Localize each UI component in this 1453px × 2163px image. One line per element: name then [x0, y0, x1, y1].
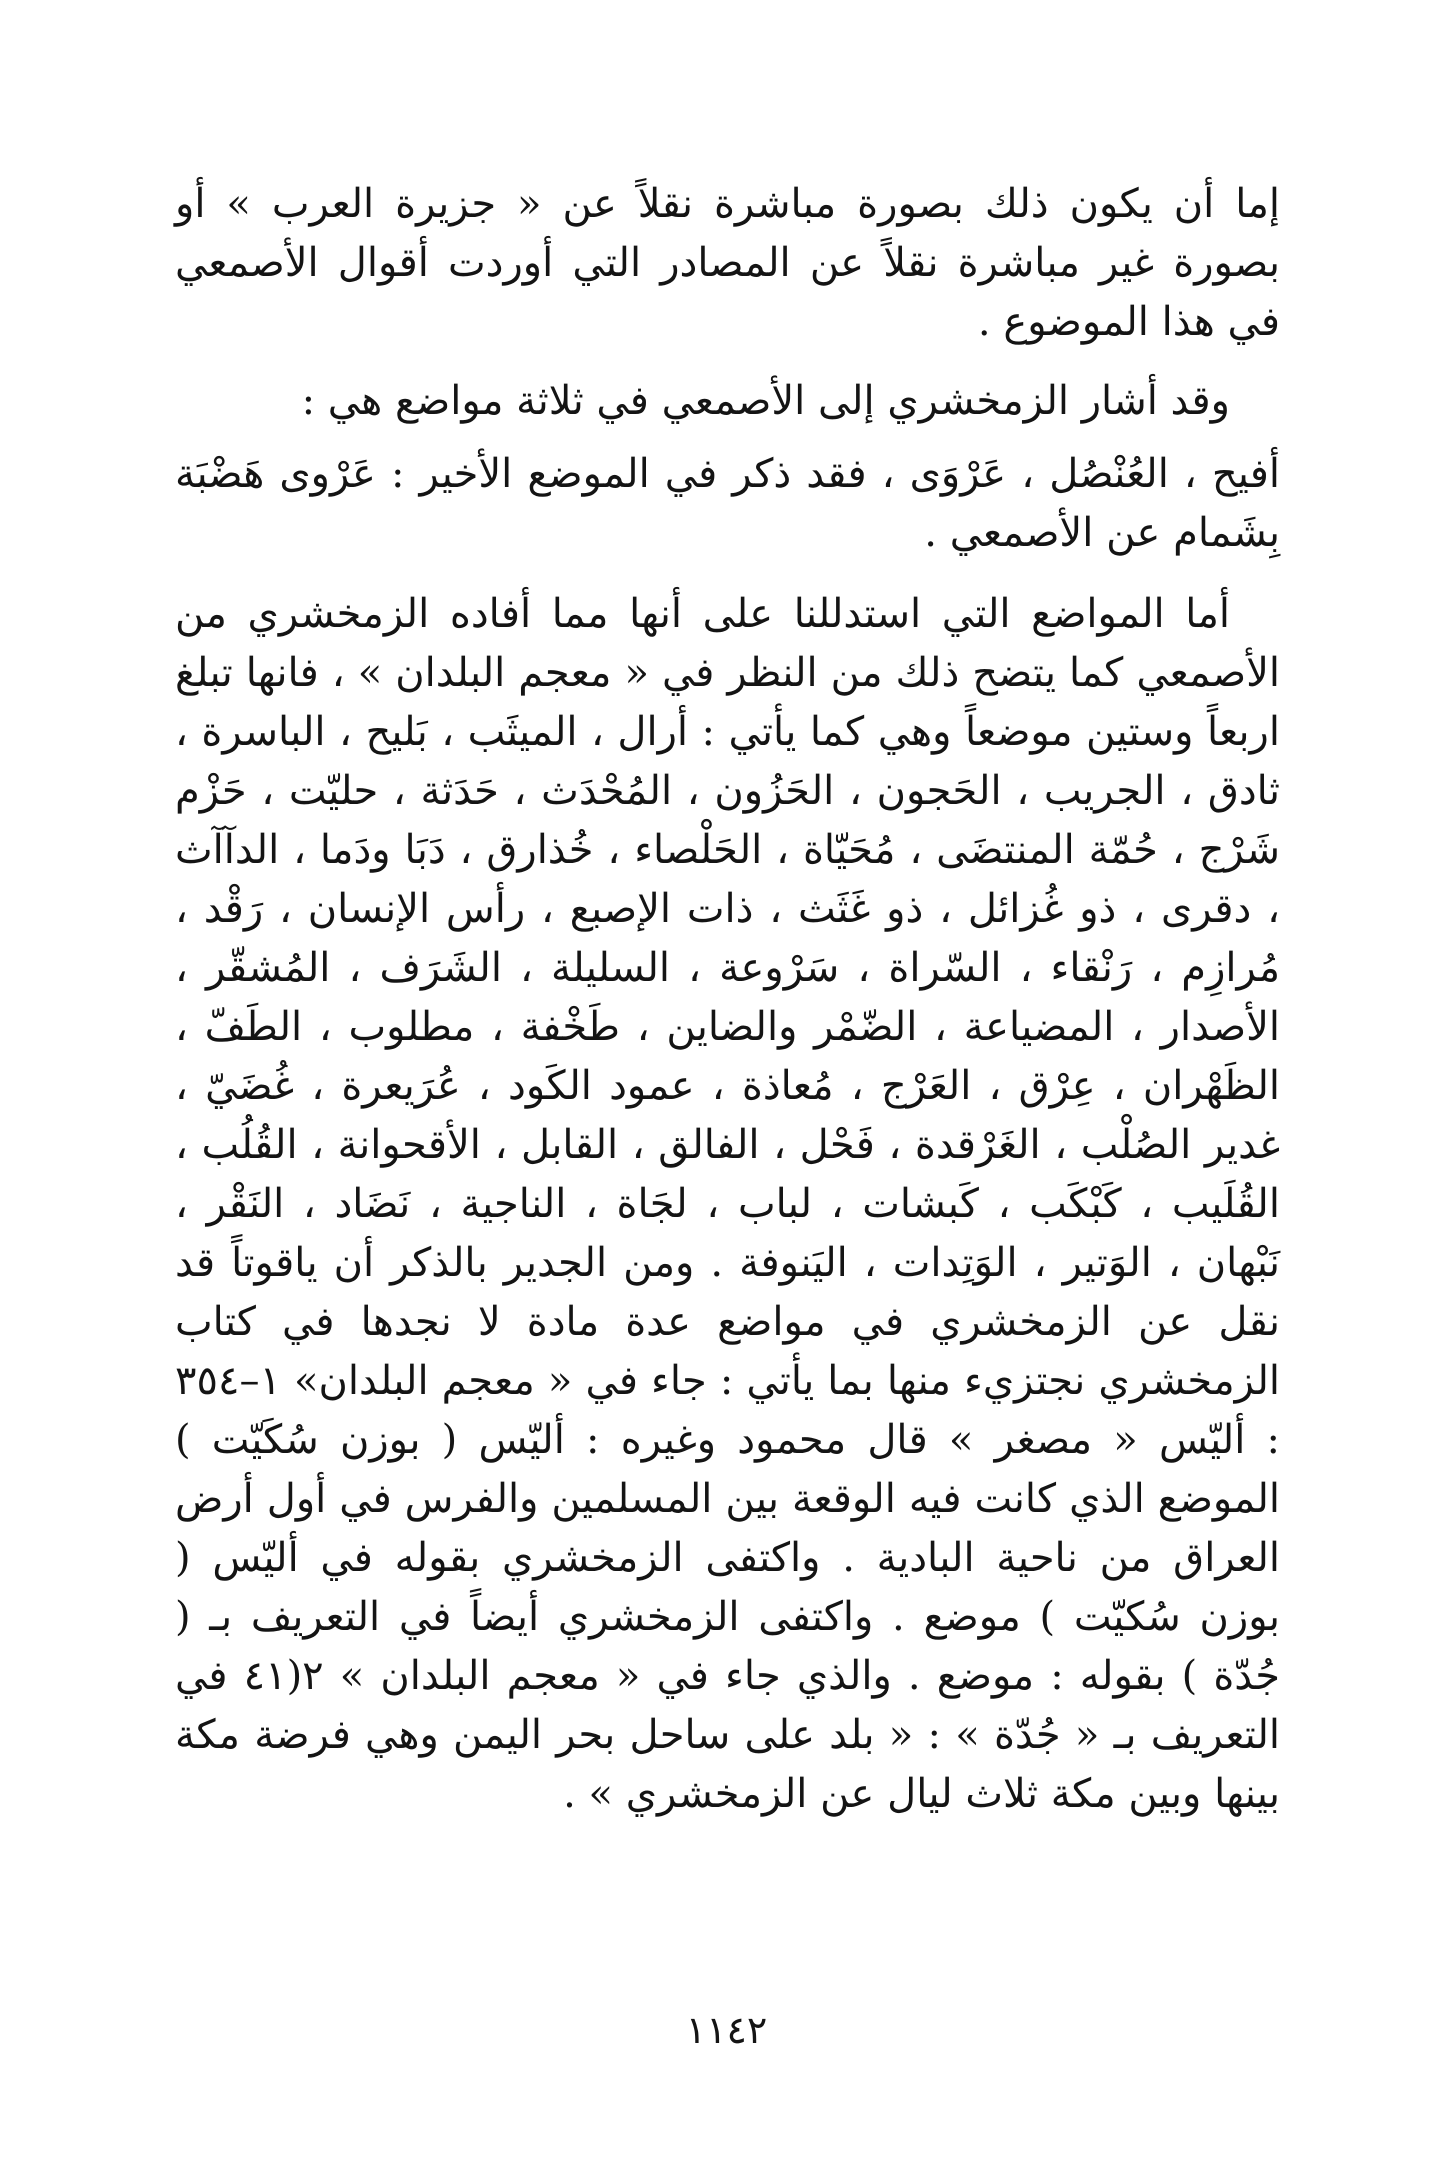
- paragraph-sixty-four-places: أما المواضع التي استدللنا على أنها مما أفاده الزمخشري من الأصمعي كما يتضح ذلك من النظر في « معجم البلدان » ، فانها تبلغ اربعاً وستين موضعاً وهي كما يأتي : أرال ، الميثَب ، بَليح ، الباسرة ، ثادق ، الجريب ، الحَجون ، الحَزُون ، المُحْدَث ، حَدَثة ، حليّت ، حَزْم شَرْج ، حُمّة المنتضَى ، مُحَيّاة ، الحَلْصاء ، خُذارق ، دَبَا ودَما ، الدآآث ، دقرى ، ذو غُزائل ، ذو غَثَث ، ذات الإصبع ، رأس الإنسان ، رَقْد ، مُرازِم ، رَنْقاء ، السّراة ، سَرْوعة ، السليلة ، الشَرَف ، المُشقّر ، الأصدار ، المضياعة ، الضّمْر والضاين ، طَخْفة ، مطلوب ، الطَفّ ، الظَهْران ، عِرْق ، العَرْج ، مُعاذة ، عمود الكَود ، عُرَيعرة ، غُضَيّ ، غدير الصُلْب ، الغَرْقدة ، فَحْل ، الفالق ، القابل ، الأقحوانة ، القُلُب ، القُلَيب ، كَبْكَب ، كَبشات ، لباب ، لجَاة ، الناجية ، نَضَاد ، النَقْر ، نَبْهان ، الوَتير ، الوَتِدات ، اليَنوفة . ومن الجدير بالذكر أن ياقوتاً قد نقل عن الزمخشري في مواضع عدة مادة لا نجدها في كتاب الزمخشري نجتزيء منها بما يأتي : جاء في « معجم البلدان» ١–٣٥٤ : أليّس « مصغر » قال محمود وغيره : أليّس ( بوزن سُكَيّت ) الموضع الذي كانت فيه الوقعة بين المسلمين والفرس في أول أرض العراق من ناحية البادية . واكتفى الزمخشري بقوله في أليّس ( بوزن سُكيّت ) موضع . واكتفى الزمخشري أيضاً في التعريف بـ ( جُدّة ) بقوله : موضع . والذي جاء في « معجم البلدان » ٢(٤١ في التعريف بـ « جُدّة » : « بلد على ساحل بحر اليمن وهي فرضة مكة بينها وبين مكة ثلاث ليال عن الزمخشري » .: [175, 591, 1281, 1817]
- page-body: [175, 175, 1280, 1824]
- paragraph-intro: إما أن يكون ذلك بصورة مباشرة نقلاً عن « جزيرة العرب » أو بصورة غير مباشرة نقلاً عن المصادر التي أوردت أقوال الأصمعي في هذا الموضوع .: [175, 181, 1280, 345]
- paragraph-place-list: أفيح ، العُنْصُل ، عَرْوَى ، فقد ذكر في الموضع الأخير : عَرْوى هَضْبَة بِشَمام عن الأصمعي .: [175, 451, 1280, 556]
- paragraph-three-places: وقد أشار الزمخشري إلى الأصمعي في ثلاثة مواضع هي :: [301, 378, 1230, 424]
- page-number: ١١٤٢: [685, 2008, 768, 2052]
